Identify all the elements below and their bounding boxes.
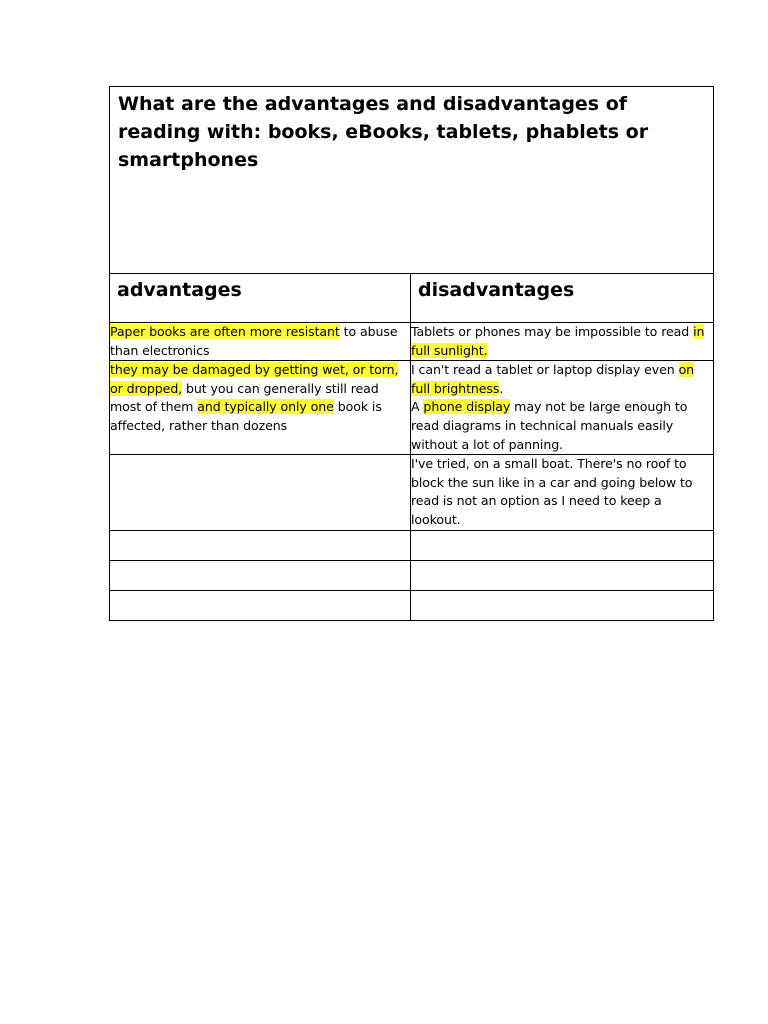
advantage-cell [110,361,411,455]
table-row [110,361,714,455]
highlighted-text: Paper books are often more resistant [110,324,340,339]
cell-text: to abuse than electronics [110,324,398,358]
advantage-cell [110,455,411,530]
table-row [110,455,714,530]
empty-cell [110,590,411,620]
advantages-table [109,86,714,621]
highlighted-text: phone display [423,399,511,415]
advantages-heading: advantages [117,279,242,301]
table-row [110,323,714,361]
disadvantage-cell [411,361,714,455]
table-row [110,590,714,620]
disadvantage-cell [411,455,714,530]
cell-text: I can't read a tablet or laptop display even [411,362,679,378]
highlighted-text: in full sunlight. [411,324,705,358]
cell-paragraph [411,398,713,454]
highlighted-text: they may be damaged by getting wet, or torn, or dropped, [110,362,399,396]
header-row [110,274,714,323]
empty-cell [110,530,411,560]
table-row [110,560,714,590]
cell-text: . [499,380,504,396]
table-row [110,530,714,560]
header-cell-left [110,274,411,323]
cell-text: but you can generally still read most of them [110,380,379,415]
table-title: What are the advantages and disadvantages of reading with: books, eBooks, tablets, phablets or smartphones [118,93,649,171]
empty-cell [411,560,714,590]
empty-cell [411,590,714,620]
title-cell [110,87,714,274]
cell-text: may not be large enough to read diagrams in technical manuals easily without a lot of panning. [411,399,688,452]
cell-text: I've tried, on a small boat. There's no roof to block the sun like in a car and going below to read is not an option as I need to keep a lookout. [411,456,693,527]
empty-cell [110,560,411,590]
disadvantage-cell [411,323,714,361]
highlighted-text: and typically only one [197,399,334,415]
header-cell-right [411,274,714,323]
cell-text: A [411,399,424,415]
empty-cell [411,530,714,560]
cell-paragraph [411,361,713,398]
highlighted-text: on full brightness [411,362,695,396]
title-row [110,87,714,274]
advantage-cell [110,323,411,361]
disadvantages-heading: disadvantages [418,279,575,301]
cell-text: Tablets or phones may be impossible to read [411,324,694,339]
cell-text: book is affected, rather than dozens [110,399,382,433]
